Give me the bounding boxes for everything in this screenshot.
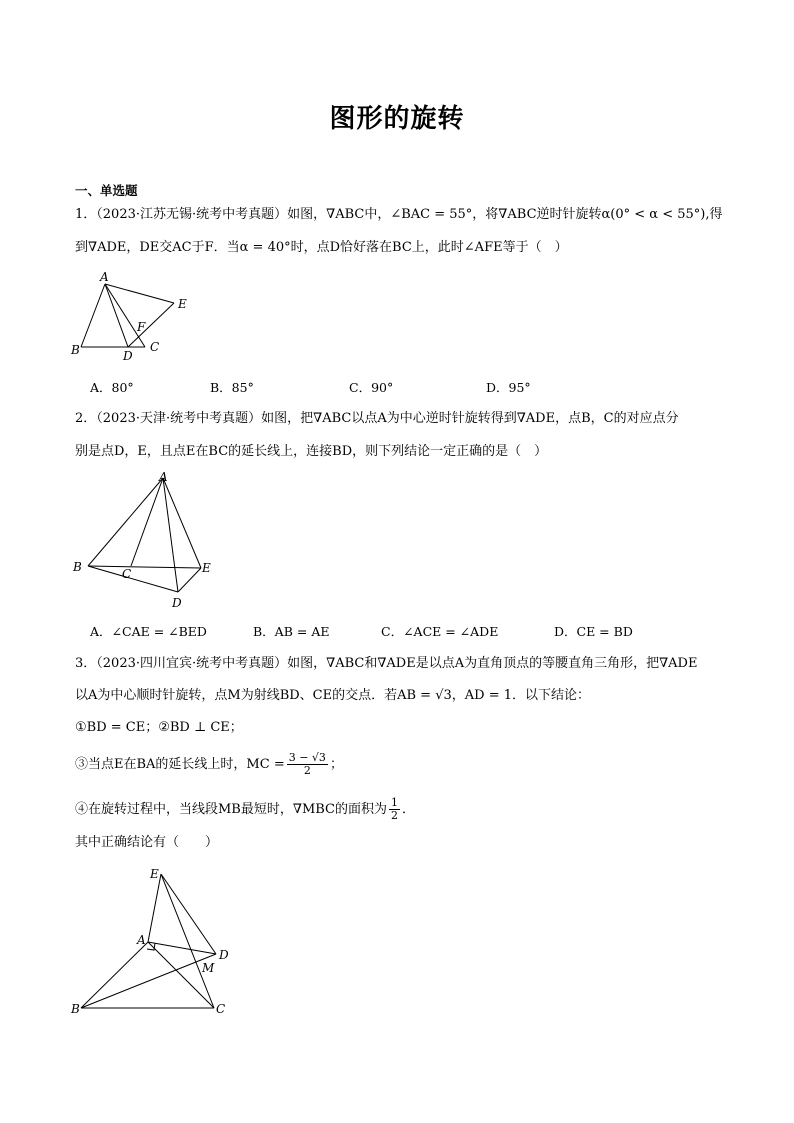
q3-c4-numerator: 1: [391, 796, 398, 809]
q3-label-C: C: [216, 1002, 226, 1016]
q2-label-D: D: [172, 596, 182, 610]
q2-label-B: B: [73, 560, 82, 574]
q2-edge-AB: [88, 478, 163, 566]
q2-stem-line2: 别是点D，E，且点E在BC的延长线上，连接BD，则下列结论一定正确的是（ ）: [75, 444, 548, 459]
q3-edge-ED: [161, 874, 216, 954]
q3-figure: [68, 864, 238, 1020]
q2-label-A: A: [159, 470, 168, 484]
q3-conclusion-4: [75, 797, 415, 822]
q2-stem-line1: 2．（2023·天津·统考中考真题）如图，把∇ABC以点A为中心逆时针旋转得到∇ADE，点B，C的对应点分: [75, 411, 679, 426]
q1-label-D: D: [123, 349, 133, 363]
q3-label-D: D: [219, 948, 229, 962]
q1-label-A: A: [100, 270, 109, 284]
q3-right-angle-mark: [147, 943, 155, 950]
q1-edge-AB: [81, 284, 105, 347]
q1-label-E: E: [178, 297, 187, 311]
q3-edge-EA: [148, 874, 161, 942]
section-heading: 一、单选题: [75, 183, 138, 198]
q3-label-E: E: [150, 867, 159, 881]
q2-label-E: E: [202, 561, 211, 575]
q3-c3-fraction: [287, 752, 328, 777]
q1-label-B: B: [71, 343, 80, 357]
q1-stem-line1: 1．（2023·江苏无锡·统考中考真题）如图，∇ABC中，∠BAC = 55°，将∇ABC逆时针旋转α(0° < α < 55°),得: [75, 207, 723, 222]
q1-option-d[interactable]: D．95°: [486, 380, 531, 395]
q3-question: 其中正确结论有（ ）: [75, 835, 219, 850]
q2-edge-BD: [88, 566, 178, 592]
q3-c3-numerator: 3 − √3: [288, 751, 326, 764]
q3-label-B: B: [71, 1002, 80, 1016]
q3-c4-fraction: [389, 797, 400, 822]
q1-label-F: F: [137, 320, 146, 334]
q3-edge-AB: [81, 942, 148, 1008]
q3-stem-line1: 3．（2023·四川宜宾·统考中考真题）如图，∇ABC和∇ADE是以点A为直角顶点的等腰直角三角形，把∇ADE: [75, 656, 698, 671]
q2-option-a[interactable]: A．∠CAE = ∠BED: [90, 624, 207, 639]
q3-conclusion-1-2: ①BD = CE；②BD ⊥ CE；: [75, 720, 243, 735]
q3-conclusion-3: [75, 752, 343, 777]
q2-edge-AC: [131, 478, 163, 566]
q3-label-M: M: [202, 961, 215, 975]
q1-label-C: C: [150, 340, 160, 354]
page-title: 图形的旋转: [329, 104, 465, 134]
q2-option-b[interactable]: B．AB = AE: [253, 624, 330, 639]
q2-edge-BE: [88, 566, 201, 568]
q1-stem-line2: 到∇ADE，DE交AC于F．当α = 40°时，点D恰好落在BC上，此时∠AFE等于（ ）: [75, 240, 568, 255]
q3-c3-end: ；: [329, 756, 343, 772]
q3-c3-denominator: 2: [303, 764, 311, 777]
q3-c3-text: ③当点E在BA的延长线上时，MC =: [75, 756, 285, 772]
q3-label-A: A: [137, 933, 146, 947]
q1-option-b[interactable]: B．85°: [210, 380, 254, 395]
q2-figure: [68, 468, 228, 614]
q2-option-d[interactable]: D．CE = BD: [554, 624, 633, 639]
q1-option-a[interactable]: A．80°: [90, 380, 134, 395]
q3-c4-denominator: 2: [391, 809, 398, 822]
q3-c4-text: ④在旋转过程中，当线段MB最短时，∇MBC的面积为: [75, 801, 387, 817]
q1-option-c[interactable]: C．90°: [349, 380, 394, 395]
q1-figure: [68, 268, 198, 366]
q3-edge-CE: [161, 874, 214, 1008]
q3-stem-line2: 以A为中心顺时针旋转，点M为射线BD、CE的交点．若AB = √3，AD = 1．以下结论：: [75, 688, 591, 703]
q2-edge-DE: [178, 568, 201, 592]
q2-label-C: C: [122, 567, 132, 581]
q2-option-c[interactable]: C．∠ACE = ∠ADE: [381, 624, 499, 639]
q3-c4-end: ．: [402, 801, 416, 817]
